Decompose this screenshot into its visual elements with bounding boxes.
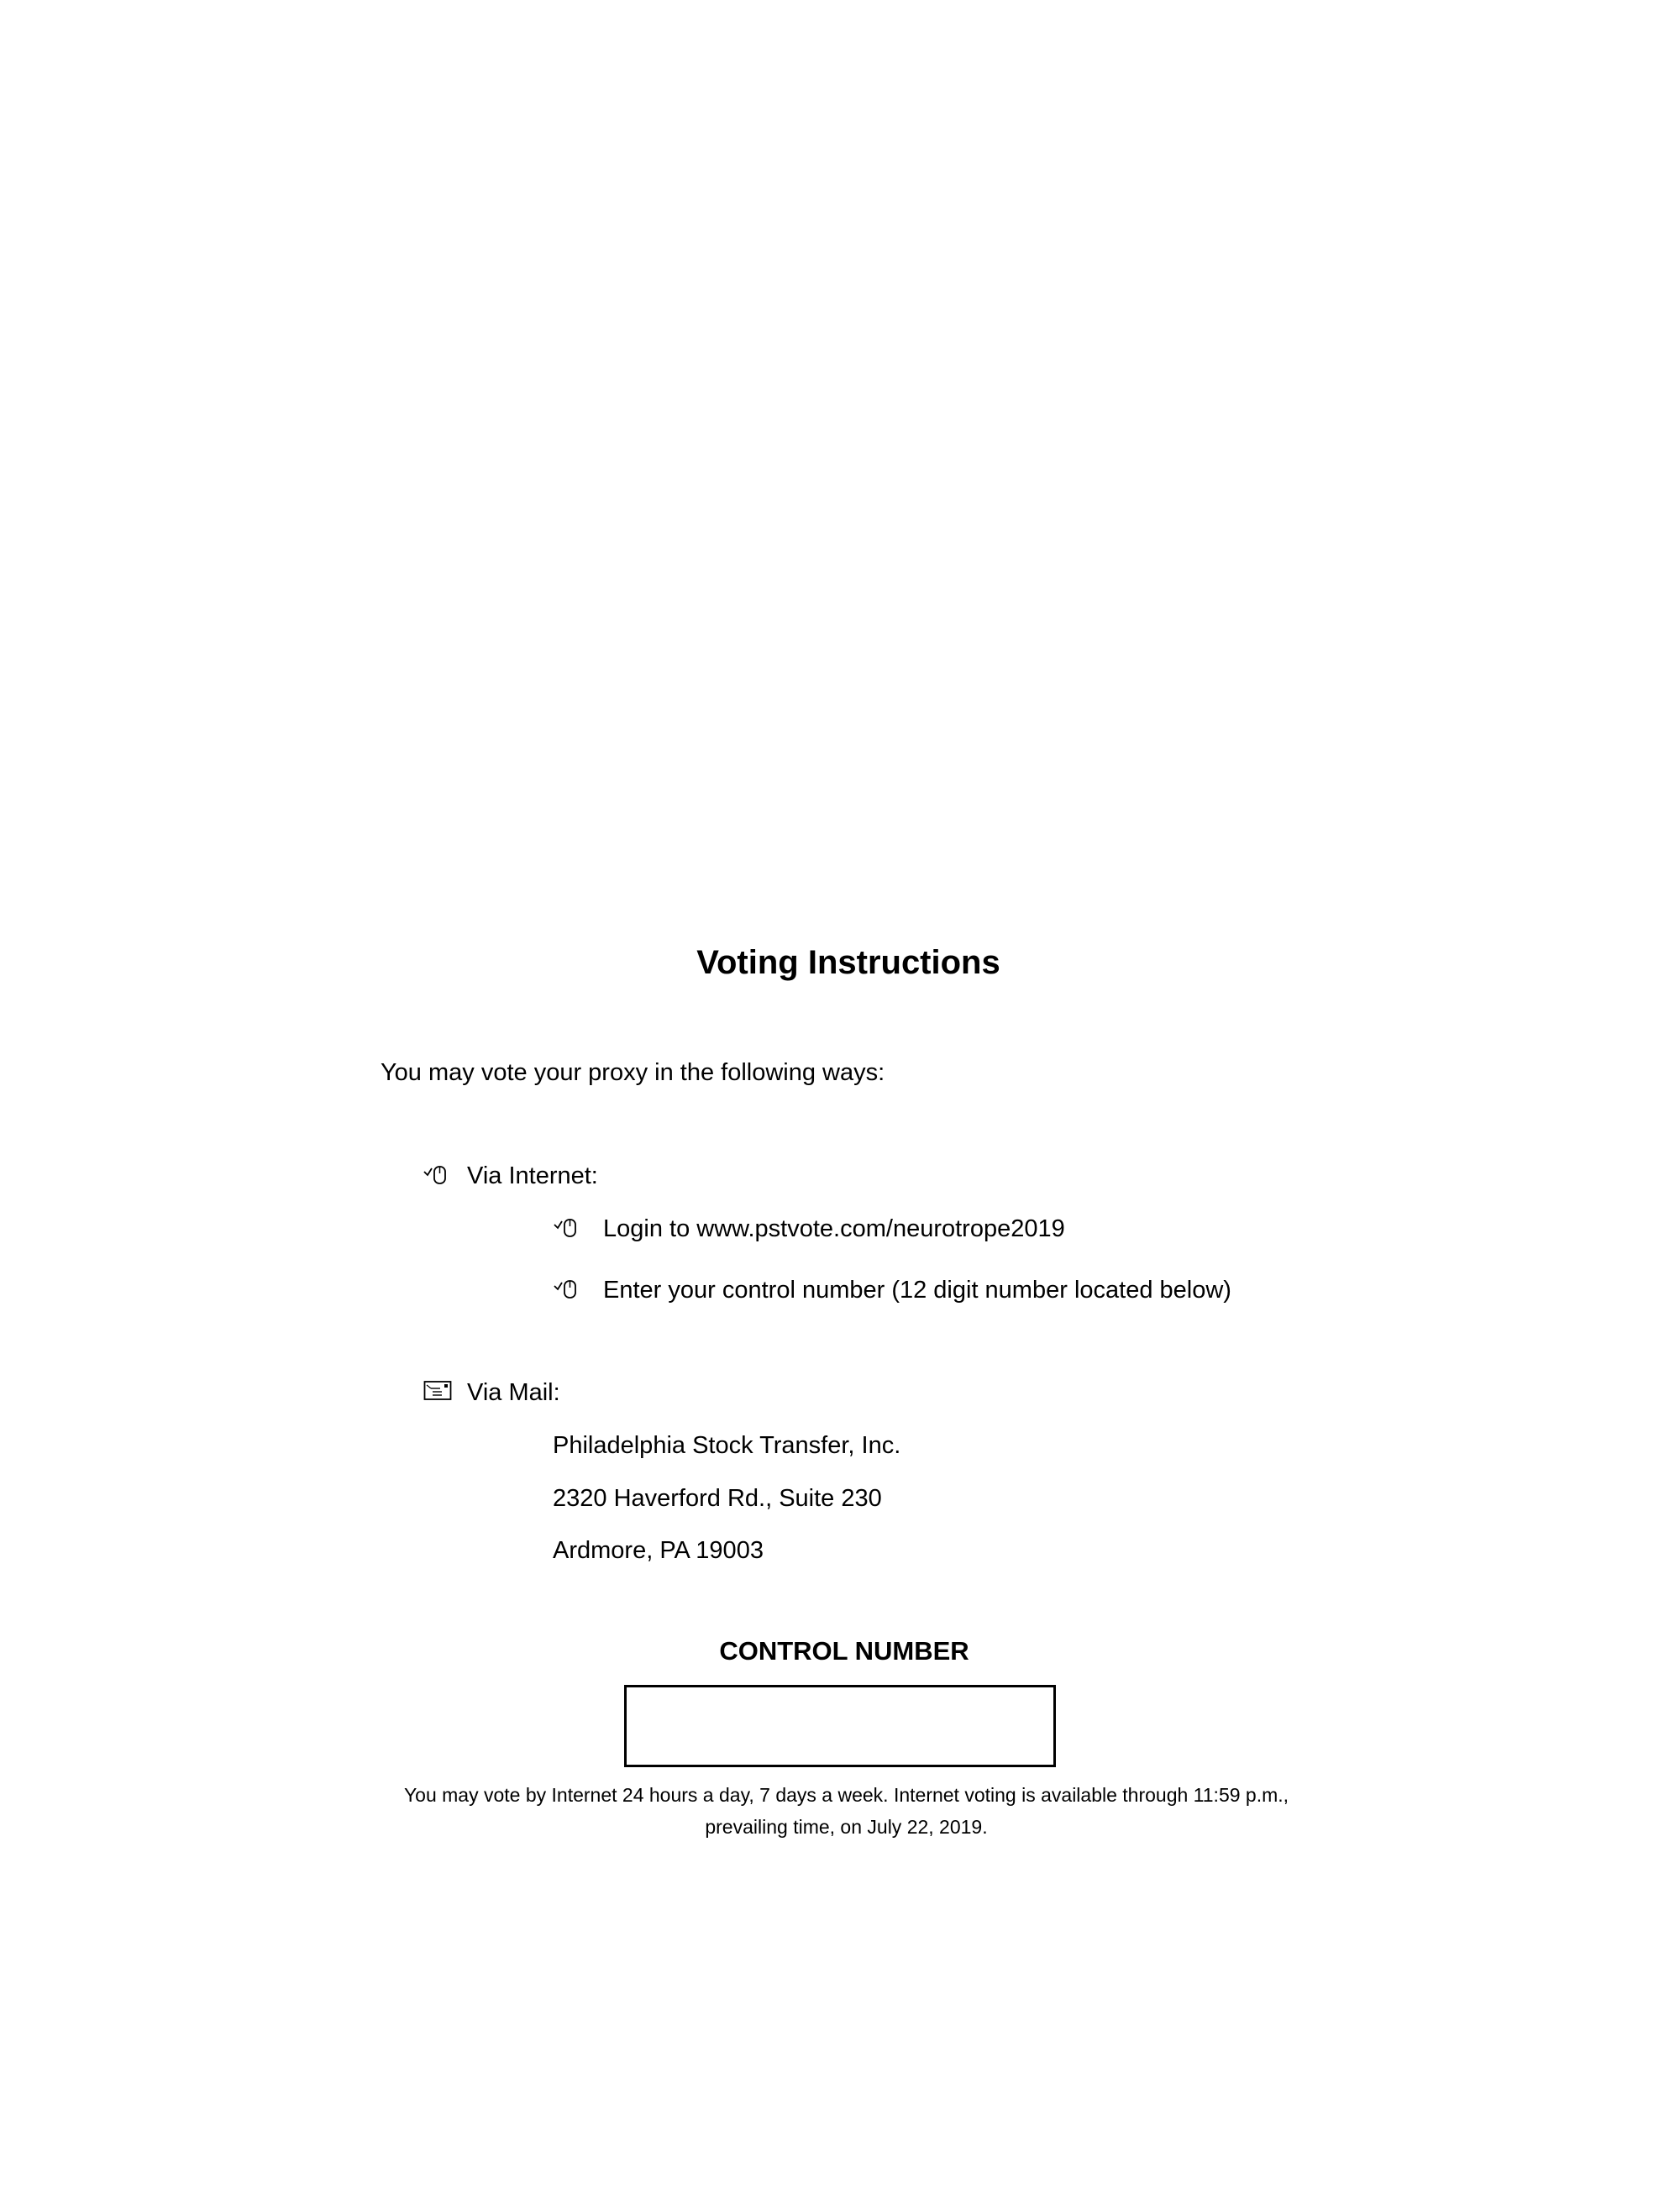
footer-note: [0, 1779, 1680, 1843]
mail-address-line-3: Ardmore, PA 19003: [553, 1537, 764, 1564]
footer-note-line-2: prevailing time, on July 22, 2019.: [705, 1816, 988, 1838]
envelope-icon: [423, 1380, 452, 1402]
mouse-icon: [553, 1278, 580, 1301]
mouse-icon: [423, 1163, 449, 1187]
control-number-label: CONTROL NUMBER: [719, 1636, 969, 1666]
internet-step-control-number: Enter your control number (12 digit number located below): [603, 1277, 1231, 1304]
internet-step-login: Login to www.pstvote.com/neurotrope2019: [603, 1215, 1065, 1242]
mail-address-line-1: Philadelphia Stock Transfer, Inc.: [553, 1432, 901, 1459]
footer-note-line-1: You may vote by Internet 24 hours a day, 7 days a week. Internet voting is available through 11:59 p.m.,: [403, 1784, 1289, 1806]
via-internet-label: Via Internet:: [467, 1162, 598, 1189]
control-number-box: [624, 1685, 1056, 1767]
mail-address-line-2: 2320 Haverford Rd., Suite 230: [553, 1485, 882, 1512]
mouse-icon: [553, 1216, 580, 1240]
via-mail-label: Via Mail:: [467, 1379, 560, 1406]
intro-text: You may vote your proxy in the following ways:: [381, 1059, 885, 1086]
page-title: Voting Instructions: [696, 944, 1000, 981]
